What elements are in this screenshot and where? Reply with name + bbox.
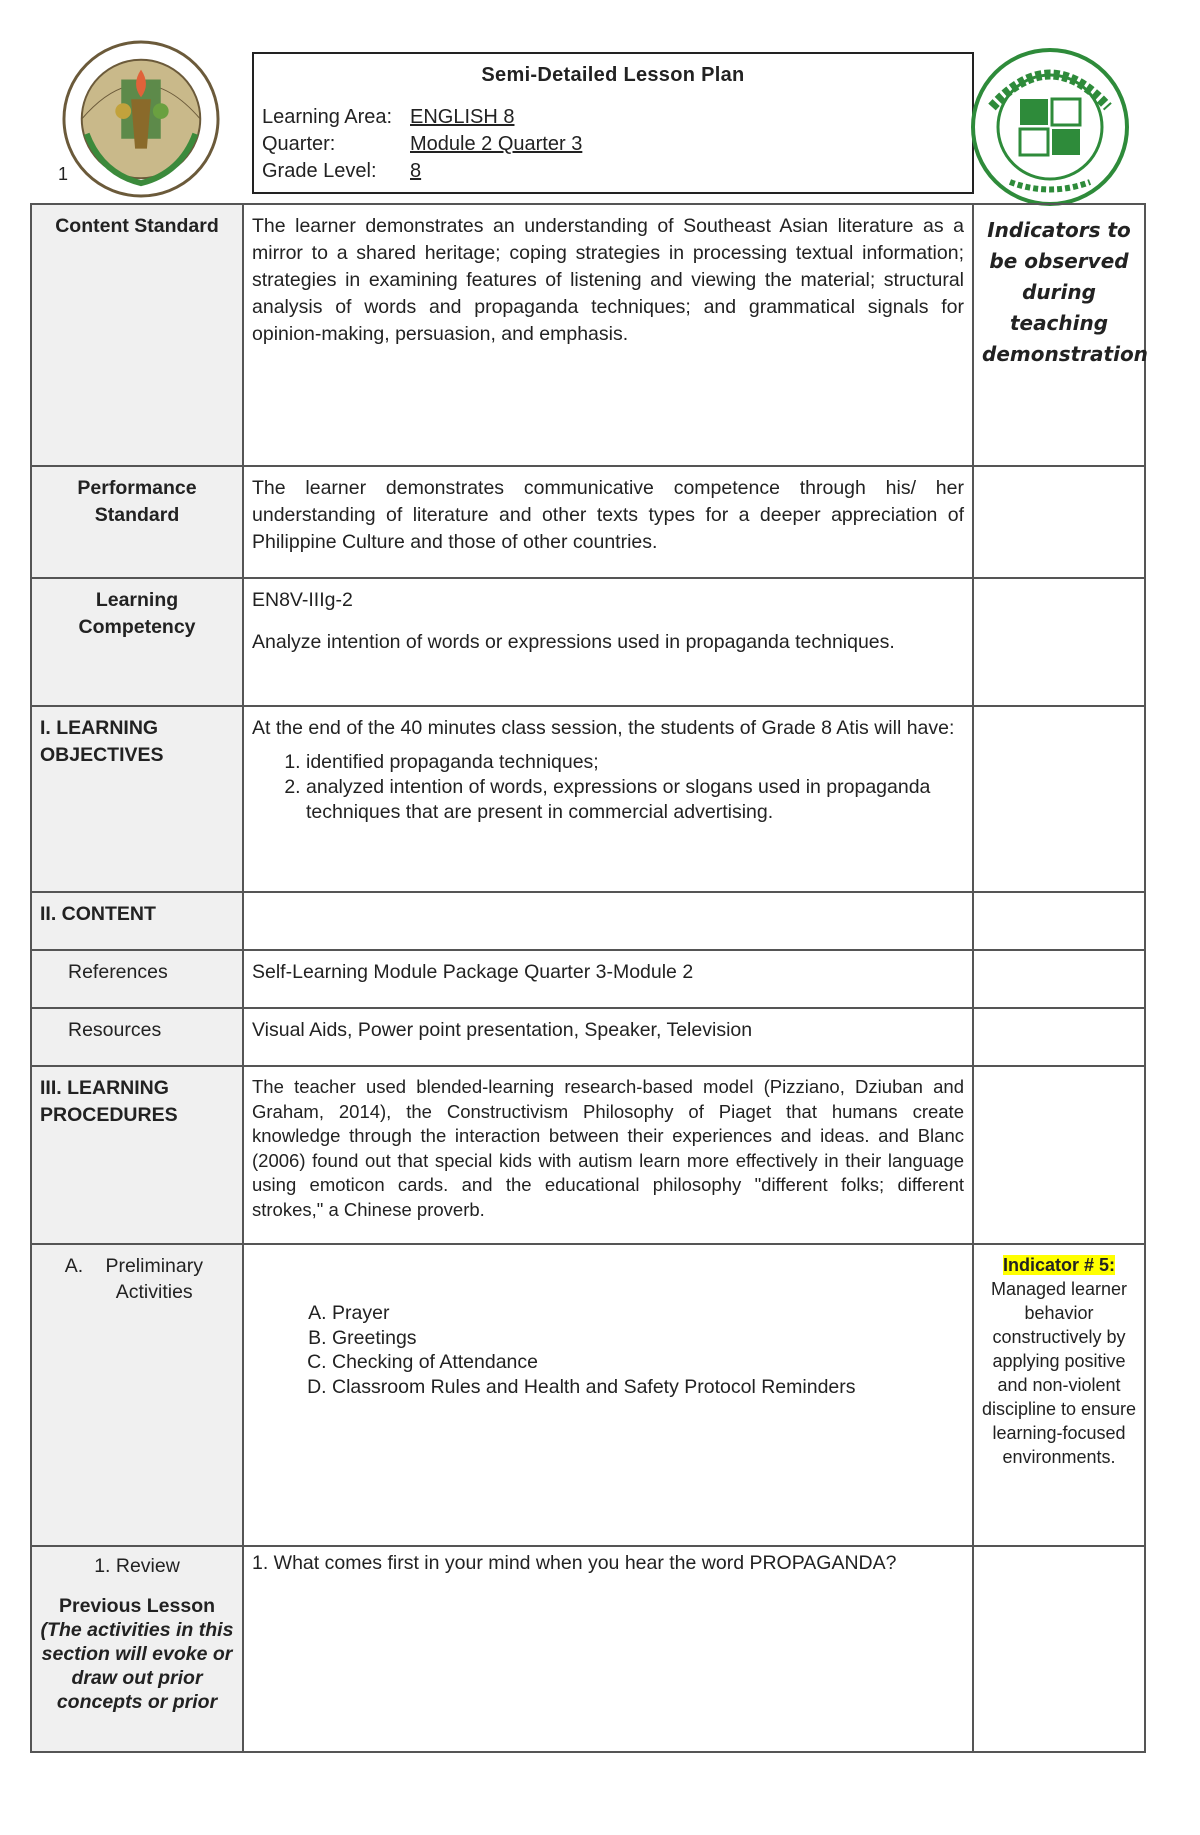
- preliminary-marker: A.: [64, 1255, 84, 1277]
- review-sublabel-italic: (The activities in this section will evoke or draw out prior concepts or prior: [40, 1619, 234, 1713]
- objective-item: 1. identified propaganda techniques;: [306, 750, 964, 775]
- review-sublabel: Previous Lesson: [58, 1595, 216, 1617]
- resources-label: Resources: [68, 1019, 162, 1041]
- indicator-5-text: Managed learner behavior constructively by applying positive and non-violent discipline to ensure learning-focused environments.: [981, 1279, 1137, 1467]
- review-text: 1. What comes first in your mind when you hear the word PROPAGANDA?: [252, 1552, 897, 1574]
- performance-standard-text: The learner demonstrates communicative competence through his/ her understanding of literature and other texts types for a deeper appreciation of Philippine Culture and those of other countries.: [252, 477, 964, 553]
- preliminary-item: A. Prayer: [332, 1301, 964, 1326]
- references-row: [31, 950, 1145, 1008]
- lesson-plan-header: [252, 52, 974, 194]
- quarter-value: Module 2 Quarter 3: [410, 133, 583, 155]
- performance-standard-label: Performance Standard: [77, 477, 197, 526]
- learning-area-value: ENGLISH 8: [410, 106, 515, 128]
- procedures-row: [31, 1066, 1145, 1244]
- objective-item: 2. analyzed intention of words, expressions or slogans used in propaganda techniques that are present in commercial advertising.: [306, 775, 964, 825]
- objectives-list: [252, 750, 964, 825]
- review-label: 1. Review: [94, 1555, 180, 1577]
- preliminary-item: C. Checking of Attendance: [332, 1350, 964, 1375]
- objectives-intro: At the end of the 40 minutes class session, the students of Grade 8 Atis will have:: [252, 717, 955, 739]
- preliminary-list: [252, 1301, 964, 1399]
- grade-level-value: 8: [410, 160, 422, 182]
- quarter-label: Quarter:: [262, 133, 336, 155]
- page-number: 1: [58, 164, 69, 184]
- resources-row: [31, 1008, 1145, 1066]
- school-seal-logo: [970, 47, 1130, 207]
- learning-area-row: [262, 106, 514, 129]
- content-standard-label: Content Standard: [55, 215, 219, 237]
- competency-code: EN8V-IIIg-2: [252, 589, 353, 611]
- learning-competency-label: Learning Competency: [78, 589, 196, 638]
- objectives-row: [31, 706, 1145, 892]
- learning-area-label: Learning Area:: [262, 106, 393, 128]
- review-row: [31, 1546, 1145, 1752]
- content-standard-text: The learner demonstrates an understanding of Southeast Asian literature as a mirror to a shared heritage; coping strategies in processing textual information; strategies in examining features of listening and viewing the material; structural analysis of words and propaganda techniques; and grammatical signals for opinion-making, persuasion, and emphasis.: [252, 215, 964, 345]
- content-row: [31, 892, 1145, 950]
- preliminary-item: B. Greetings: [332, 1326, 964, 1351]
- references-text: Self-Learning Module Package Quarter 3-Module 2: [252, 961, 694, 983]
- performance-standard-row: [31, 466, 1145, 578]
- preliminary-label: Preliminary Activities: [105, 1255, 203, 1303]
- deped-seal-logo: [62, 40, 220, 198]
- lesson-plan-table: [30, 203, 1146, 1753]
- preliminary-item: D. Classroom Rules and Health and Safety Protocol Reminders: [332, 1375, 964, 1400]
- preliminary-row: [31, 1244, 1145, 1546]
- competency-text: Analyze intention of words or expressions used in propaganda techniques.: [252, 631, 895, 653]
- content-standard-row: [31, 204, 1145, 466]
- references-label: References: [68, 961, 168, 983]
- content-label: II. CONTENT: [40, 903, 156, 925]
- resources-text: Visual Aids, Power point presentation, Speaker, Television: [252, 1019, 753, 1041]
- procedures-text: The teacher used blended-learning research-based model (Pizziano, Dziuban and Graham, 2014), the Constructivism Philosophy of Piaget that humans create knowledge through the interaction between their experiences and ideas. and Blanc (2006) found out that special kids with autism learn more effectively in their language using emoticon cards. and the educational philosophy "different folks; different strokes," a Chinese proverb.: [252, 1076, 964, 1220]
- grade-level-label: Grade Level:: [262, 160, 377, 182]
- grade-level-row: [262, 160, 421, 183]
- indicators-header: Indicators to be observed during teaching demonstration: [982, 218, 1148, 366]
- objectives-label: I. LEARNING OBJECTIVES: [40, 717, 164, 766]
- quarter-row: [262, 133, 582, 156]
- learning-competency-row: [31, 578, 1145, 706]
- indicator-5-title: Indicator # 5:: [1002, 1255, 1116, 1275]
- procedures-label: III. LEARNING PROCEDURES: [40, 1077, 178, 1126]
- document-title: Semi-Detailed Lesson Plan: [481, 64, 745, 86]
